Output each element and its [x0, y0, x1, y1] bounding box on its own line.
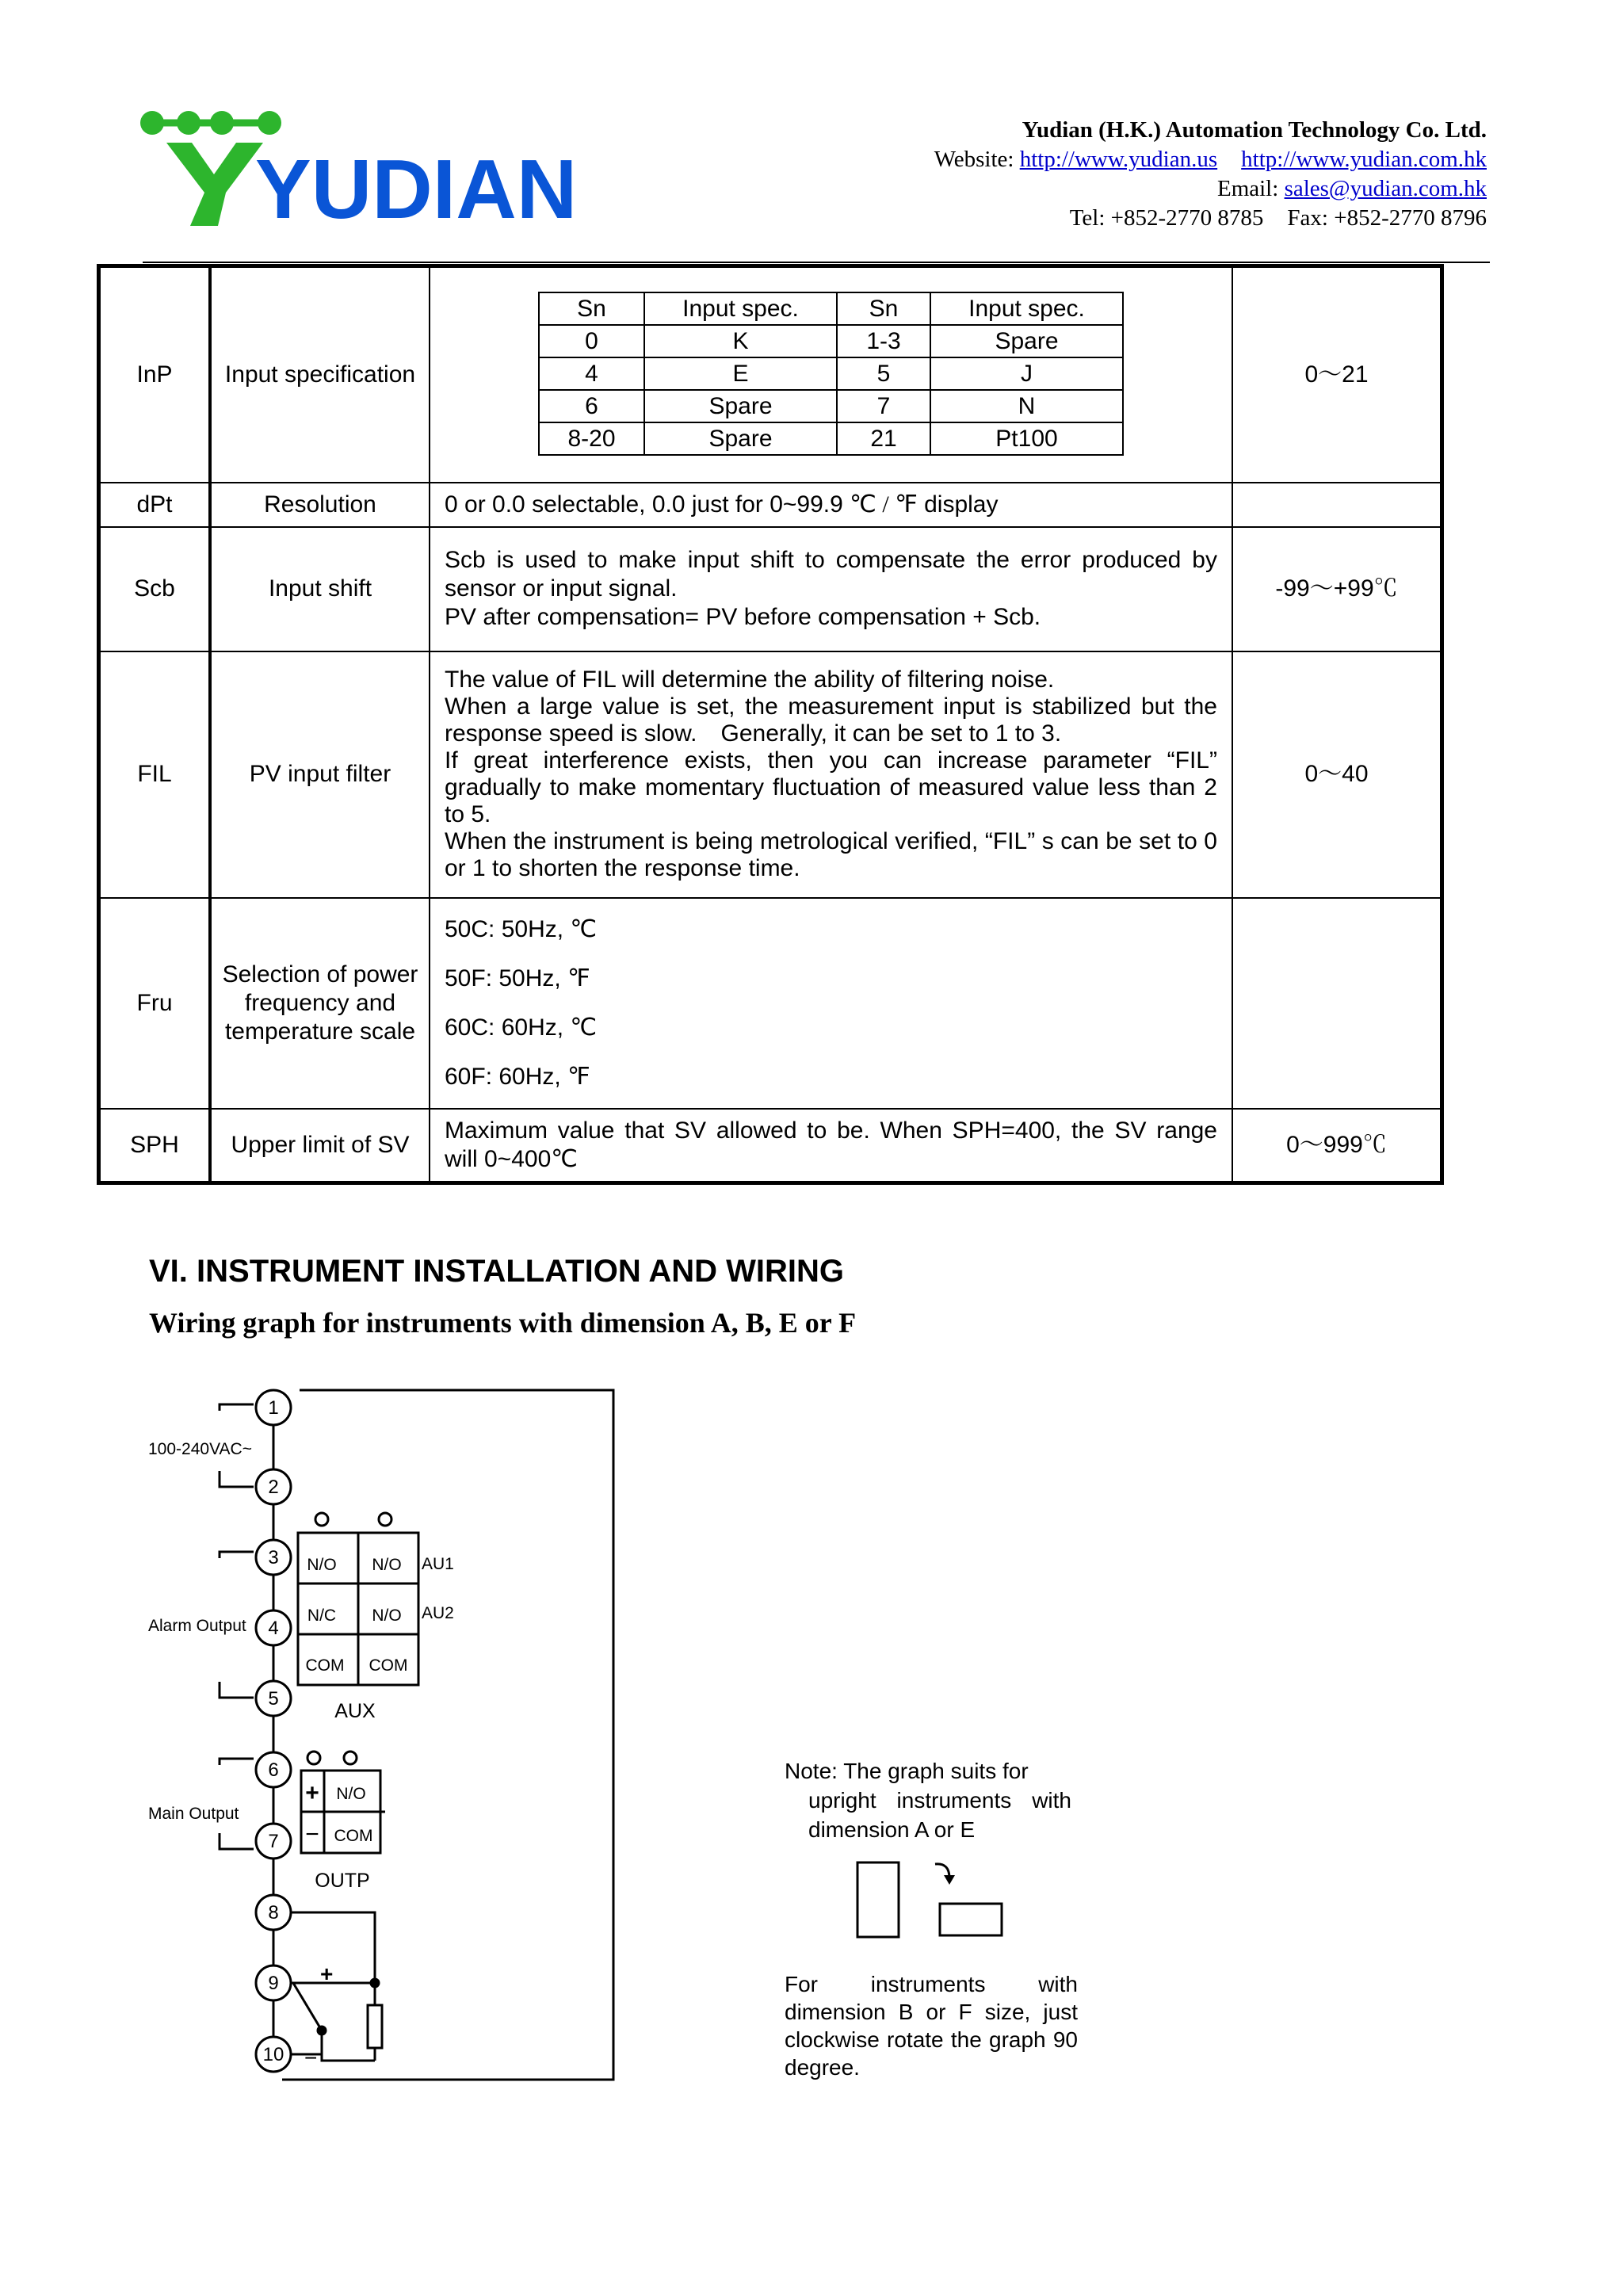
- svg-text:COM: COM: [334, 1827, 373, 1845]
- aux-label: AUX: [334, 1700, 376, 1722]
- alarm-output-label: Alarm Output: [148, 1617, 246, 1635]
- param-code: Scb: [99, 527, 211, 651]
- terminal-10: [256, 2037, 291, 2072]
- fru-option: 60C: 60Hz, ℃: [445, 1014, 598, 1041]
- terminal-3: [256, 1540, 291, 1575]
- param-name: Input specification: [210, 266, 430, 483]
- param-range: 0～40: [1232, 651, 1442, 898]
- param-code: SPH: [99, 1109, 211, 1183]
- fru-option: 50C: 50Hz, ℃: [445, 915, 598, 942]
- svg-text:5: 5: [268, 1688, 279, 1710]
- input-spec-row: 0 K 1-3 Spare: [539, 325, 1123, 357]
- param-desc: 0 or 0.0 selectable, 0.0 just for 0~99.9 ℃ / ℉ display: [430, 483, 1232, 527]
- svg-text:8: 8: [268, 1902, 279, 1924]
- email-line: Email: sales@yudian.com.hk: [1216, 176, 1487, 201]
- row-scb: [99, 527, 1442, 651]
- row-sph: [99, 1109, 1442, 1183]
- terminal-9: [256, 1966, 291, 2000]
- terminal-2: [256, 1469, 291, 1504]
- svg-text:N/O: N/O: [372, 1606, 402, 1625]
- phone-line: [934, 204, 1487, 233]
- sensor-plus: +: [320, 1962, 334, 1986]
- input-spec-header: Sn Input spec. Sn Input spec.: [539, 292, 1123, 325]
- fax: Fax: +852-2770 8796: [1287, 205, 1487, 231]
- svg-text:N/C: N/C: [307, 1606, 337, 1625]
- param-name: Selection of power frequency and temperature scale: [210, 898, 430, 1109]
- terminal-8: [256, 1895, 291, 1930]
- header-rule: [143, 262, 1490, 263]
- param-range: [1232, 898, 1442, 1109]
- svg-text:10: 10: [262, 2044, 285, 2065]
- terminal-5: [256, 1681, 291, 1716]
- terminal-7: [256, 1824, 291, 1859]
- logo-wordmark: YUDIAN: [255, 143, 578, 236]
- param-name: Upper limit of SV: [210, 1109, 430, 1183]
- input-spec-row: 6 Spare 7 N: [539, 390, 1123, 422]
- website-link-us[interactable]: http://www.yudian.us: [1019, 147, 1218, 172]
- svg-text:9: 9: [268, 1973, 279, 1994]
- section-title: VI. INSTRUMENT INSTALLATION AND WIRING: [149, 1254, 844, 1289]
- input-spec-row: 8-20 Spare 21 Pt100: [539, 422, 1123, 455]
- terminal-6: [256, 1752, 291, 1787]
- param-desc: [430, 898, 1232, 1109]
- input-spec-row: 4 E 5 J: [539, 357, 1123, 390]
- svg-text:4: 4: [268, 1618, 279, 1639]
- tel: Tel: +852-2770 8785: [1069, 205, 1264, 231]
- note-upright: Note: The graph suits for upright instruments with dimension A or E: [785, 1759, 1071, 1842]
- param-desc: The value of FIL will determine the ability of filtering noise. When a large value is set, the measurement input is stabilized but the response speed is slow. Generally, it can be set to 1 to 3. If great interference exists, then you can increase parameter “FIL” gradually to make momentary fluctuation of measured value less than 2 to 5. When the instrument is being metrological verified, “FIL” s can be set to 0 or 1 to shorten the response time.: [430, 651, 1232, 898]
- yudian-logo: [143, 107, 578, 236]
- row-dpt: [99, 483, 1442, 527]
- terminal-1: [256, 1390, 291, 1425]
- row-fil: [99, 651, 1442, 898]
- svg-text:−: −: [305, 1821, 319, 1847]
- param-code: dPt: [99, 483, 211, 527]
- outp-relay-block: [301, 1752, 385, 1892]
- svg-text:1: 1: [268, 1397, 279, 1419]
- fru-option: 50F: 50Hz, ℉: [445, 965, 590, 991]
- row-fru: [99, 898, 1442, 1109]
- email-link[interactable]: sales@yudian.com.hk: [1284, 176, 1487, 201]
- param-desc: Scb is used to make input shift to compensate the error produced by sensor or input signal. PV after compensation= PV before compensation + Scb.: [430, 527, 1232, 651]
- section-subtitle: Wiring graph for instruments with dimension A, B, E or F: [149, 1307, 857, 1339]
- terminal-4: [256, 1610, 291, 1645]
- input-spec-table: [538, 292, 1124, 456]
- website-line: Website: http://www.yudian.us http://www.yudian.com.hk: [934, 147, 1487, 172]
- param-range: -99～+99℃: [1232, 527, 1442, 651]
- au1-label: AU1: [422, 1555, 454, 1573]
- website-link-hk[interactable]: http://www.yudian.com.hk: [1241, 147, 1487, 172]
- param-range: 0～21: [1232, 266, 1442, 483]
- company-info: [934, 116, 1487, 233]
- svg-text:+: +: [305, 1780, 319, 1806]
- param-name: PV input filter: [210, 651, 430, 898]
- sensor-minus: −: [304, 2046, 318, 2070]
- sensor-input-circuit: [291, 1912, 382, 2061]
- svg-text:2: 2: [268, 1477, 279, 1498]
- fru-option: 60F: 60Hz, ℉: [445, 1063, 590, 1090]
- param-range: 0～999℃: [1232, 1109, 1442, 1183]
- power-label: 100-240VAC~: [148, 1440, 252, 1458]
- param-name: Resolution: [210, 483, 430, 527]
- company-name: Yudian (H.K.) Automation Technology Co. Ltd.: [1022, 117, 1487, 143]
- param-code: FIL: [99, 651, 211, 898]
- aux-relay-block: [298, 1513, 454, 1722]
- rotation-illustration: [848, 1855, 1006, 1950]
- svg-text:6: 6: [268, 1759, 279, 1781]
- outp-label: OUTP: [315, 1870, 370, 1892]
- parameter-table: [97, 264, 1444, 1185]
- note-rotated: For instruments with dimension B or F size, just clockwise rotate the graph 90 degree.: [785, 1972, 1078, 2080]
- svg-text:N/O: N/O: [307, 1556, 337, 1574]
- param-code: InP: [99, 266, 211, 483]
- svg-text:COM: COM: [305, 1656, 345, 1675]
- svg-text:3: 3: [268, 1547, 279, 1568]
- param-name: Input shift: [210, 527, 430, 651]
- main-output-label: Main Output: [148, 1805, 239, 1823]
- upright-instrument-icon: [857, 1862, 899, 1937]
- svg-text:7: 7: [268, 1831, 279, 1852]
- param-desc: Maximum value that SV allowed to be. When SPH=400, the SV range will 0~400℃: [430, 1109, 1232, 1183]
- param-code: Fru: [99, 898, 211, 1109]
- param-desc: [430, 266, 1232, 483]
- wiring-diagram: [143, 1379, 634, 2092]
- svg-text:COM: COM: [369, 1656, 408, 1675]
- param-range: [1232, 483, 1442, 527]
- svg-text:N/O: N/O: [372, 1556, 402, 1574]
- row-inp: [99, 266, 1442, 483]
- svg-text:N/O: N/O: [336, 1785, 366, 1803]
- horizontal-instrument-icon: [940, 1904, 1002, 1935]
- au2-label: AU2: [422, 1604, 454, 1622]
